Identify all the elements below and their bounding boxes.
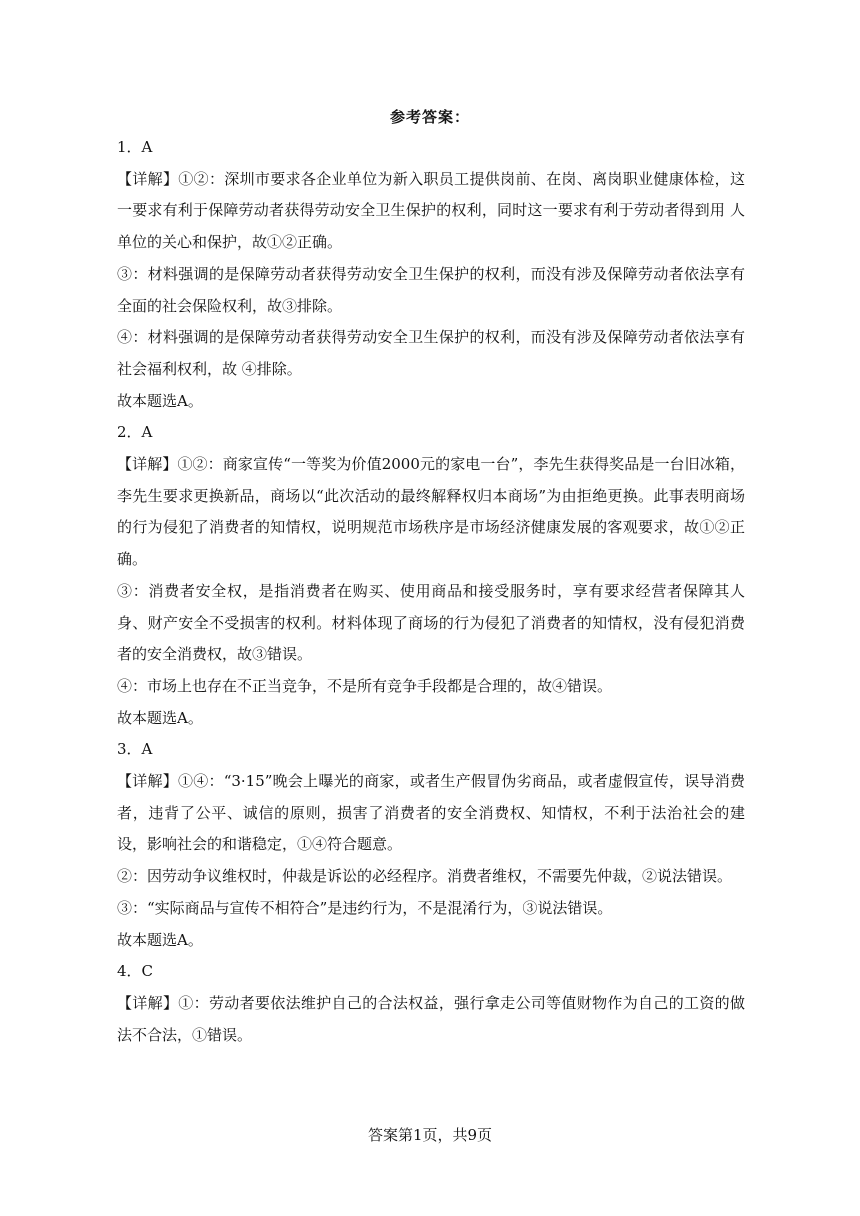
- answer-number: 2．A: [117, 423, 153, 442]
- answer-paragraph: ③：消费者安全权，是指消费者在购买、使用商品和接受服务时，享有要求经营者保障其人身、财产安全不受损害的权利。材料体现了商场的行为侵犯了消费者的知情权，没有侵犯消费者的安全消费权，故③错误。: [117, 581, 745, 664]
- answer-number: 1．A: [117, 138, 153, 156]
- answer-list: [117, 132, 745, 1051]
- answer-paragraph: ③：“实际商品与宣传不相符合”是违约行为，不是混淆行为，③说法错误。: [117, 898, 613, 917]
- answer-paragraph: ④：材料强调的是保障劳动者获得劳动安全卫生保护的权利，而没有涉及保障劳动者依法享有社会福利权利，故 ④排除。: [117, 328, 745, 378]
- answer-paragraph: 【详解】①②：商家宣传“一等奖为价值2000元的家电一台”，李先生获得奖品是一台旧冰箱，李先生要求更换新品，商场以“此次活动的最终解释权归本商场”为由拒绝更换。此事表明商场的行为侵犯了消费者的知情权，说明规范市场秩序是市场经济健康发展的客观要求，故①②正确。: [117, 455, 745, 569]
- answer-paragraph: ④：市场上也存在不正当竞争，不是所有竞争手段都是合理的，故④错误。: [117, 676, 613, 695]
- answer-paragraph: 【详解】①：劳动者要依法维护自己的合法权益，强行拿走公司等值财物作为自己的工资的做法不合法，①错误。: [117, 993, 745, 1044]
- answer-conclusion: 故本题选A。: [117, 708, 203, 727]
- page-footer: 答案第1页，共9页: [367, 1126, 493, 1144]
- answer-conclusion: 故本题选A。: [117, 930, 203, 949]
- page-title: 参考答案：: [389, 108, 470, 126]
- answer-paragraph: ③：材料强调的是保障劳动者获得劳动安全卫生保护的权利，而没有涉及保障劳动者依法享有全面的社会保险权利，故③排除。: [117, 264, 745, 315]
- answer-number: 4．C: [117, 962, 154, 981]
- answer-paragraph: 【详解】①④：“3·15”晚会上曝光的商家，或者生产假冒伪劣商品，或者虚假宣传，误导消费者，违背了公平、诚信的原则，损害了消费者的安全消费权、知情权，不利于法治社会的建设，影响社会的和谐稳定，①④符合题意。: [117, 772, 745, 854]
- answer-paragraph: ②：因劳动争议维权时，仲裁是诉讼的必经程序。消费者维权，不需要先仲裁，②说法错误。: [117, 867, 733, 886]
- answer-conclusion: 故本题选A。: [117, 391, 203, 410]
- answer-number: 3．A: [117, 740, 153, 759]
- answer-paragraph: 【详解】①②：深圳市要求各企业单位为新入职员工提供岗前、在岗、离岗职业健康体检，这一要求有利于保障劳动者获得劳动安全卫生保护的权利，同时这一要求有利于劳动者得到用 人单位的关心和保护，故①②正确。: [117, 169, 745, 252]
